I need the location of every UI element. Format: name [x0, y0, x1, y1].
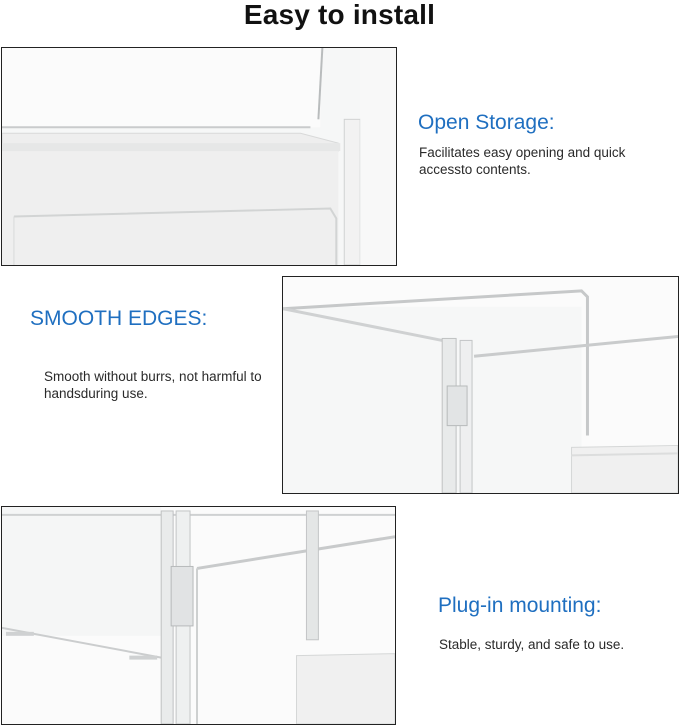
feature-heading-plug-in-mounting: Plug-in mounting:	[438, 594, 602, 617]
plug-in-mounting-photo	[1, 506, 396, 725]
page-title: Easy to install	[243, 0, 436, 30]
feature-description-open-storage: Facilitates easy opening and quick accessto contents.	[419, 145, 626, 177]
feature-description-smooth-edges: Smooth without burrs, not harmful to handsduring use.	[44, 369, 262, 401]
open-storage-photo	[1, 47, 397, 266]
feature-description-plug-in-mounting: Stable, sturdy, and safe to use.	[439, 637, 625, 652]
feature-heading-open-storage: Open Storage:	[418, 111, 555, 134]
smooth-edges-photo	[282, 276, 679, 494]
feature-heading-smooth-edges: SMOOTH EDGES:	[30, 307, 208, 330]
